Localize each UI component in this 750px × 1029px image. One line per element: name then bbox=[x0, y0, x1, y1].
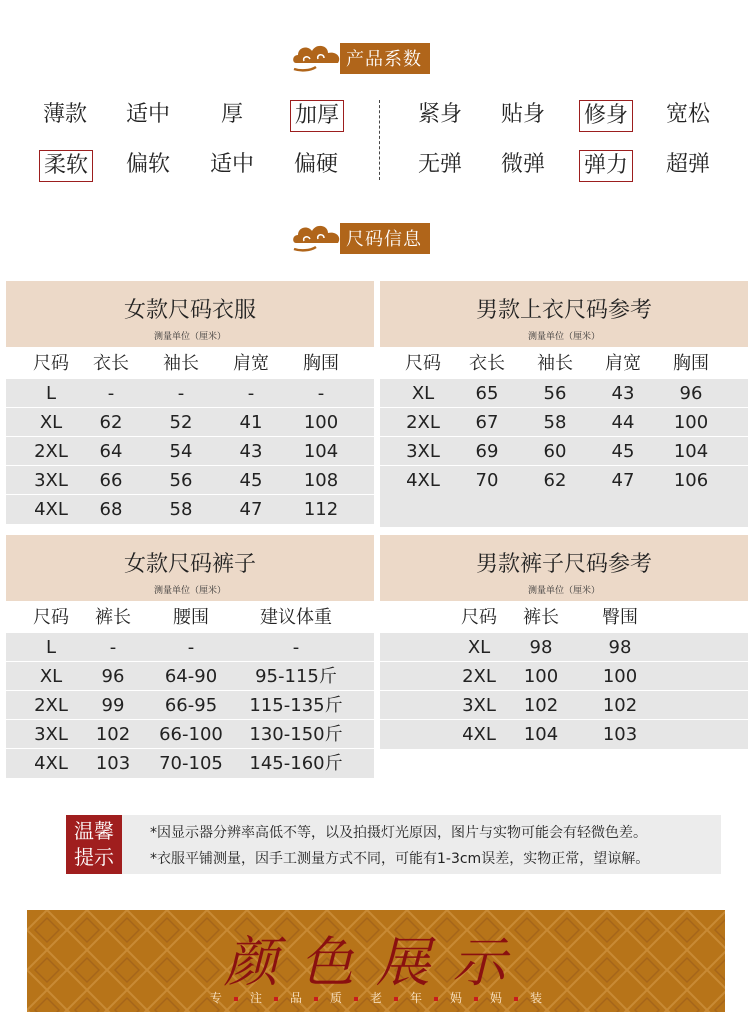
param-option: 柔软 bbox=[39, 150, 93, 182]
table-cell: 145-160斤 bbox=[249, 753, 343, 774]
slogan-dot bbox=[274, 997, 278, 1001]
param-option: 弹力 bbox=[579, 150, 633, 182]
warm-tip-label bbox=[66, 815, 122, 874]
table-title: 男款裤子尺码参考 bbox=[475, 552, 652, 577]
table-cell: 115-135斤 bbox=[249, 695, 343, 716]
table-row bbox=[380, 719, 748, 749]
size-info-heading bbox=[290, 218, 430, 258]
table-header-cell: 尺码 bbox=[405, 353, 441, 374]
table-header-cell: 尺码 bbox=[33, 353, 69, 374]
table-row bbox=[6, 661, 374, 691]
param-option: 厚 bbox=[220, 102, 243, 127]
table-cell: 47 bbox=[611, 470, 635, 491]
param-option: 修身 bbox=[579, 100, 633, 132]
table-cell: 70-105 bbox=[159, 753, 223, 774]
param-option: 超弹 bbox=[665, 152, 710, 177]
slogan-char: 专 bbox=[209, 991, 222, 1005]
param-option: 偏软 bbox=[125, 152, 170, 177]
slogan-dot bbox=[354, 997, 358, 1001]
slogan-dot bbox=[314, 997, 318, 1001]
table-cell: 102 bbox=[523, 695, 559, 716]
color-display-banner bbox=[27, 910, 725, 1012]
table-cell: XL bbox=[39, 412, 63, 433]
banner-slogan bbox=[27, 989, 725, 1006]
men-pants-table bbox=[380, 535, 748, 781]
table-cell: 47 bbox=[239, 499, 263, 520]
table-header-cell: 肩宽 bbox=[233, 353, 269, 374]
param-option: 贴身 bbox=[500, 102, 545, 127]
slogan-dot bbox=[234, 997, 238, 1001]
table-cell: 58 bbox=[543, 412, 567, 433]
table-cell: 2XL bbox=[462, 666, 496, 687]
table-header-row bbox=[6, 349, 374, 378]
slogan-char: 装 bbox=[530, 991, 543, 1005]
warm-tip-label-line: 提示 bbox=[74, 845, 114, 869]
table-unit-note: 测量单位（厘米） bbox=[153, 332, 226, 342]
warm-tip-line-2: *衣服平铺测量，因手工测量方式不同，可能有1-3cm误差，实物正常，望谅解。 bbox=[150, 851, 650, 867]
table-cell: XL bbox=[411, 383, 435, 404]
table-cell: 98 bbox=[529, 637, 553, 658]
table-cell: 58 bbox=[169, 499, 193, 520]
table-row bbox=[380, 632, 748, 662]
table-header-cell: 衣长 bbox=[469, 353, 505, 374]
table-row bbox=[380, 436, 748, 466]
product-params-heading bbox=[290, 38, 430, 78]
section-title: 产品系数 bbox=[340, 43, 430, 74]
table-cell: 100 bbox=[673, 412, 709, 433]
slogan-char: 老 bbox=[369, 991, 382, 1005]
table-cell: 66-95 bbox=[164, 695, 218, 716]
table-cell: 68 bbox=[99, 499, 123, 520]
table-cell: 67 bbox=[475, 412, 499, 433]
table-cell: 43 bbox=[611, 383, 635, 404]
table-cell: XL bbox=[467, 637, 491, 658]
men-tops-table bbox=[380, 281, 748, 527]
table-cell: 100 bbox=[523, 666, 559, 687]
table-cell: 62 bbox=[99, 412, 123, 433]
table-header-cell: 臀围 bbox=[602, 607, 638, 628]
table-cell: 96 bbox=[101, 666, 125, 687]
section-title: 尺码信息 bbox=[340, 223, 430, 254]
table-cell: 4XL bbox=[34, 499, 68, 520]
warm-tip bbox=[66, 815, 721, 874]
table-cell: 60 bbox=[543, 441, 567, 462]
women-tops-table bbox=[6, 281, 374, 527]
param-option: 薄款 bbox=[42, 102, 87, 127]
table-header-cell: 建议体重 bbox=[260, 607, 332, 628]
table-cell: 130-150斤 bbox=[249, 724, 343, 745]
table-cell: 3XL bbox=[34, 724, 68, 745]
table-title-block bbox=[6, 281, 374, 347]
table-row bbox=[6, 719, 374, 749]
param-option: 偏硬 bbox=[293, 152, 338, 177]
table-cell: - bbox=[177, 383, 185, 404]
table-cell: 2XL bbox=[406, 412, 440, 433]
table-cell: 98 bbox=[608, 637, 632, 658]
table-cell: 100 bbox=[303, 412, 339, 433]
slogan-char: 妈 bbox=[450, 991, 463, 1005]
table-cell: - bbox=[292, 637, 300, 658]
table-row bbox=[6, 436, 374, 466]
slogan-char: 质 bbox=[329, 991, 342, 1005]
table-title-block bbox=[6, 535, 374, 601]
table-header-cell: 衣长 bbox=[93, 353, 129, 374]
table-row bbox=[380, 465, 748, 495]
param-option: 宽松 bbox=[665, 102, 710, 127]
table-cell: 112 bbox=[303, 499, 339, 520]
table-cell: 103 bbox=[602, 724, 638, 745]
table-row bbox=[380, 690, 748, 720]
param-option: 无弹 bbox=[417, 152, 462, 177]
table-cell: - bbox=[247, 383, 255, 404]
table-cell: 44 bbox=[611, 412, 635, 433]
table-row bbox=[6, 494, 374, 524]
table-cell: 103 bbox=[95, 753, 131, 774]
table-header-cell: 胸围 bbox=[303, 353, 339, 374]
table-cell: 4XL bbox=[462, 724, 496, 745]
table-header-cell: 袖长 bbox=[537, 353, 573, 374]
table-cell: 3XL bbox=[462, 695, 496, 716]
param-option: 微弹 bbox=[500, 152, 545, 177]
table-cell: 41 bbox=[239, 412, 263, 433]
table-cell: 66-100 bbox=[159, 724, 223, 745]
table-cell: 64-90 bbox=[164, 666, 218, 687]
table-row bbox=[6, 378, 374, 408]
table-cell: 3XL bbox=[406, 441, 440, 462]
table-empty-fill bbox=[380, 494, 748, 527]
table-cell: 104 bbox=[673, 441, 709, 462]
table-header-cell: 尺码 bbox=[33, 607, 69, 628]
table-row bbox=[380, 378, 748, 408]
param-option: 适中 bbox=[125, 102, 170, 127]
table-cell: 102 bbox=[602, 695, 638, 716]
slogan-dot bbox=[394, 997, 398, 1001]
table-row bbox=[6, 632, 374, 662]
table-cell: - bbox=[187, 637, 195, 658]
table-row bbox=[6, 407, 374, 437]
table-cell: 106 bbox=[673, 470, 709, 491]
table-cell: 99 bbox=[101, 695, 125, 716]
table-cell: 43 bbox=[239, 441, 263, 462]
param-row-softness-stretch bbox=[30, 146, 730, 186]
table-cell: - bbox=[317, 383, 325, 404]
banner-title: 颜色展示 bbox=[224, 931, 528, 994]
table-cell: 104 bbox=[303, 441, 339, 462]
table-cell: - bbox=[107, 383, 115, 404]
table-title-block bbox=[380, 281, 748, 347]
table-cell: 54 bbox=[169, 441, 193, 462]
param-option: 紧身 bbox=[417, 102, 462, 127]
table-cell: 52 bbox=[169, 412, 193, 433]
slogan-dot bbox=[514, 997, 518, 1001]
table-cell: 45 bbox=[239, 470, 263, 491]
table-cell: 62 bbox=[543, 470, 567, 491]
table-cell: 64 bbox=[99, 441, 123, 462]
table-header-cell: 裤长 bbox=[95, 607, 131, 628]
table-cell: 96 bbox=[679, 383, 703, 404]
table-header-cell: 胸围 bbox=[673, 353, 709, 374]
table-cell: L bbox=[45, 383, 57, 404]
auspicious-cloud-icon bbox=[290, 41, 350, 75]
slogan-char: 妈 bbox=[490, 991, 503, 1005]
table-cell: 3XL bbox=[34, 470, 68, 491]
table-cell: 100 bbox=[602, 666, 638, 687]
param-divider bbox=[379, 100, 380, 180]
table-row bbox=[6, 465, 374, 495]
param-option: 适中 bbox=[209, 152, 254, 177]
slogan-dot bbox=[474, 997, 478, 1001]
table-cell: 45 bbox=[611, 441, 635, 462]
auspicious-cloud-icon bbox=[290, 221, 350, 255]
table-cell: 69 bbox=[475, 441, 499, 462]
table-header-row bbox=[6, 603, 374, 632]
table-cell: 56 bbox=[543, 383, 567, 404]
slogan-char: 注 bbox=[249, 991, 262, 1005]
table-header-row bbox=[380, 349, 748, 378]
table-header-cell: 腰围 bbox=[173, 607, 209, 628]
table-cell: 4XL bbox=[406, 470, 440, 491]
table-cell: 104 bbox=[523, 724, 559, 745]
table-cell: XL bbox=[39, 666, 63, 687]
table-cell: 108 bbox=[303, 470, 339, 491]
table-title-block bbox=[380, 535, 748, 601]
table-header-cell: 肩宽 bbox=[605, 353, 641, 374]
women-pants-table bbox=[6, 535, 374, 781]
table-row bbox=[6, 748, 374, 778]
warm-tip-label-line: 温馨 bbox=[74, 819, 114, 843]
param-row-thickness-fit bbox=[30, 96, 730, 136]
table-header-cell: 袖长 bbox=[163, 353, 199, 374]
slogan-char: 年 bbox=[410, 991, 423, 1005]
table-unit-note: 测量单位（厘米） bbox=[527, 586, 600, 596]
table-cell: - bbox=[109, 637, 117, 658]
table-cell: 56 bbox=[169, 470, 193, 491]
table-cell: 70 bbox=[475, 470, 499, 491]
table-cell: 2XL bbox=[34, 695, 68, 716]
table-cell: L bbox=[45, 637, 57, 658]
table-row bbox=[380, 661, 748, 691]
table-title: 女款尺码裤子 bbox=[123, 552, 256, 577]
table-title: 男款上衣尺码参考 bbox=[475, 298, 652, 323]
warm-tip-line-1: *因显示器分辨率高低不等，以及拍摄灯光原因，图片与实物可能会有轻微色差。 bbox=[150, 825, 647, 841]
slogan-char: 品 bbox=[289, 991, 302, 1005]
table-unit-note: 测量单位（厘米） bbox=[527, 332, 600, 342]
table-cell: 4XL bbox=[34, 753, 68, 774]
table-header-cell: 裤长 bbox=[523, 607, 559, 628]
table-unit-note: 测量单位（厘米） bbox=[153, 586, 226, 596]
table-cell: 66 bbox=[99, 470, 123, 491]
slogan-dot bbox=[434, 997, 438, 1001]
table-title: 女款尺码衣服 bbox=[123, 298, 256, 323]
table-cell: 2XL bbox=[34, 441, 68, 462]
table-cell: 65 bbox=[475, 383, 499, 404]
table-cell: 102 bbox=[95, 724, 131, 745]
table-row bbox=[6, 690, 374, 720]
table-header-row bbox=[380, 603, 748, 632]
table-row bbox=[380, 407, 748, 437]
table-cell: 95-115斤 bbox=[255, 666, 337, 687]
param-option: 加厚 bbox=[290, 100, 344, 132]
table-header-cell: 尺码 bbox=[461, 607, 497, 628]
